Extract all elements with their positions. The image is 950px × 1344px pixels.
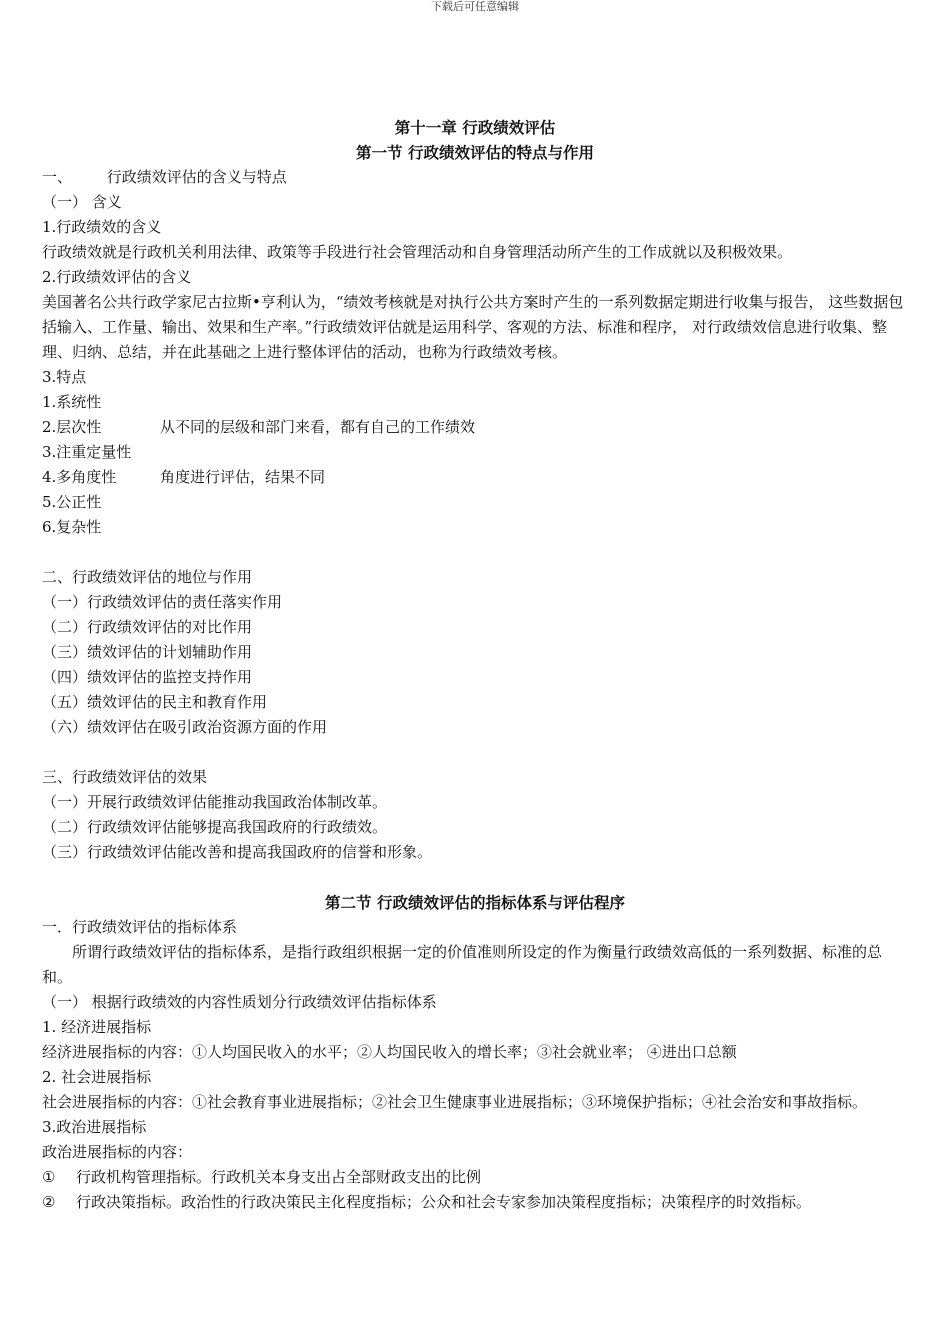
item1-title: 1.行政绩效的含义 [42,218,162,236]
econ-title: 1. 经济进展指标 [42,1018,152,1036]
list-item: （三）行政绩效评估能改善和提高我国政府的信誉和形象。 [42,843,433,861]
feature-item [42,415,908,440]
politic-item-mark: ② [42,1193,56,1211]
list-item: （一）行政绩效评估的责任落实作用 [42,593,283,611]
header-note: 下载后可任意编辑 [431,0,519,13]
list-item: （一）开展行政绩效评估能推动我国政治体制改革。 [42,793,388,811]
feature-label: 3.注重定量性 [42,443,132,461]
politic-item-text: 行政机构管理指标。行政机关本身支出占全部财政支出的比例 [76,1168,482,1186]
feature-item [42,440,908,465]
list-item: （六）绩效评估在吸引政治资源方面的作用 [42,718,328,736]
feature-item [42,515,908,540]
part1-heading-num: 一、 [42,168,73,186]
list-item: （三）绩效评估的计划辅助作用 [42,643,253,661]
social-title: 2. 社会进展指标 [42,1068,152,1086]
item3-title: 3.特点 [42,368,87,386]
section2-sub1: （一） 根据行政绩效的内容性质划分行政绩效评估指标体系 [42,993,437,1011]
feature-label: 2.层次性 [42,418,102,436]
feature-item [42,465,908,490]
item2-text: 美国著名公共行政学家尼古拉斯•亨利认为，“绩效考核就是对执行公共方案时产生的一系列数据定期进行收集与报告， 这些数据包括输入、工作量、输出、效果和生产率。”行政绩效评估就是运用科学、客观的方法、标准和程序， 对行政绩效信息进行收集、整理、归纳、总结，并在此基础之上进行整体评估的活动，也称为行政绩效考核。 [42,293,904,361]
politic-item [42,1190,908,1215]
part3-heading: 三、行政绩效评估的效果 [42,768,208,786]
list-item: （二）行政绩效评估能够提高我国政府的行政绩效。 [42,818,388,836]
feature-desc: 角度进行评估，结果不同 [160,468,326,486]
social-text: 社会进展指标的内容：①社会教育事业进展指标；②社会卫生健康事业进展指标；③环境保护指标；④社会治安和事故指标。 [42,1093,868,1111]
list-item: （二）行政绩效评估的对比作用 [42,618,253,636]
section2-intro: 所谓行政绩效评估的指标体系，是指行政组织根据一定的价值准则所设定的作为衡量行政绩效高低的一系列数据、标准的总和。 [42,943,883,986]
chapter-title: 第十一章 行政绩效评估 [394,118,556,137]
document-body [42,115,908,1215]
feature-item [42,390,908,415]
part2-heading: 二、行政绩效评估的地位与作用 [42,568,253,586]
part1-sub1: （一） 含义 [42,193,122,211]
feature-label: 4.多角度性 [42,468,117,486]
politic-item [42,1165,908,1190]
item1-text: 行政绩效就是行政机关利用法律、政策等手段进行社会管理活动和自身管理活动所产生的工作成就以及积极效果。 [42,243,793,261]
econ-text: 经济进展指标的内容：①人均国民收入的水平；②人均国民收入的增长率；③社会就业率； ④进出口总额 [42,1043,737,1061]
list-item: （五）绩效评估的民主和教育作用 [42,693,268,711]
part1-heading [42,165,908,190]
feature-label: 6.复杂性 [42,518,102,536]
feature-label: 5.公正性 [42,493,102,511]
list-item: （四）绩效评估的监控支持作用 [42,668,253,686]
section2-title: 第二节 行政绩效评估的指标体系与评估程序 [325,893,625,912]
politic-item-mark: ① [42,1168,56,1186]
feature-label: 1.系统性 [42,393,102,411]
item2-title: 2.行政绩效评估的含义 [42,268,192,286]
politic-item-text: 行政决策指标。政治性的行政决策民主化程度指标；公众和社会专家参加决策程度指标；决策程序的时效指标。 [76,1193,812,1211]
politic-title: 3.政治进展指标 [42,1118,147,1136]
politic-text: 政治进展指标的内容： [42,1143,193,1161]
part1-heading-text: 行政绩效评估的含义与特点 [106,168,287,186]
feature-desc: 从不同的层级和部门来看，都有自己的工作绩效 [160,418,476,436]
section1-title: 第一节 行政绩效评估的特点与作用 [356,143,594,162]
feature-item [42,490,908,515]
section2-heading: 一．行政绩效评估的指标体系 [42,918,238,936]
